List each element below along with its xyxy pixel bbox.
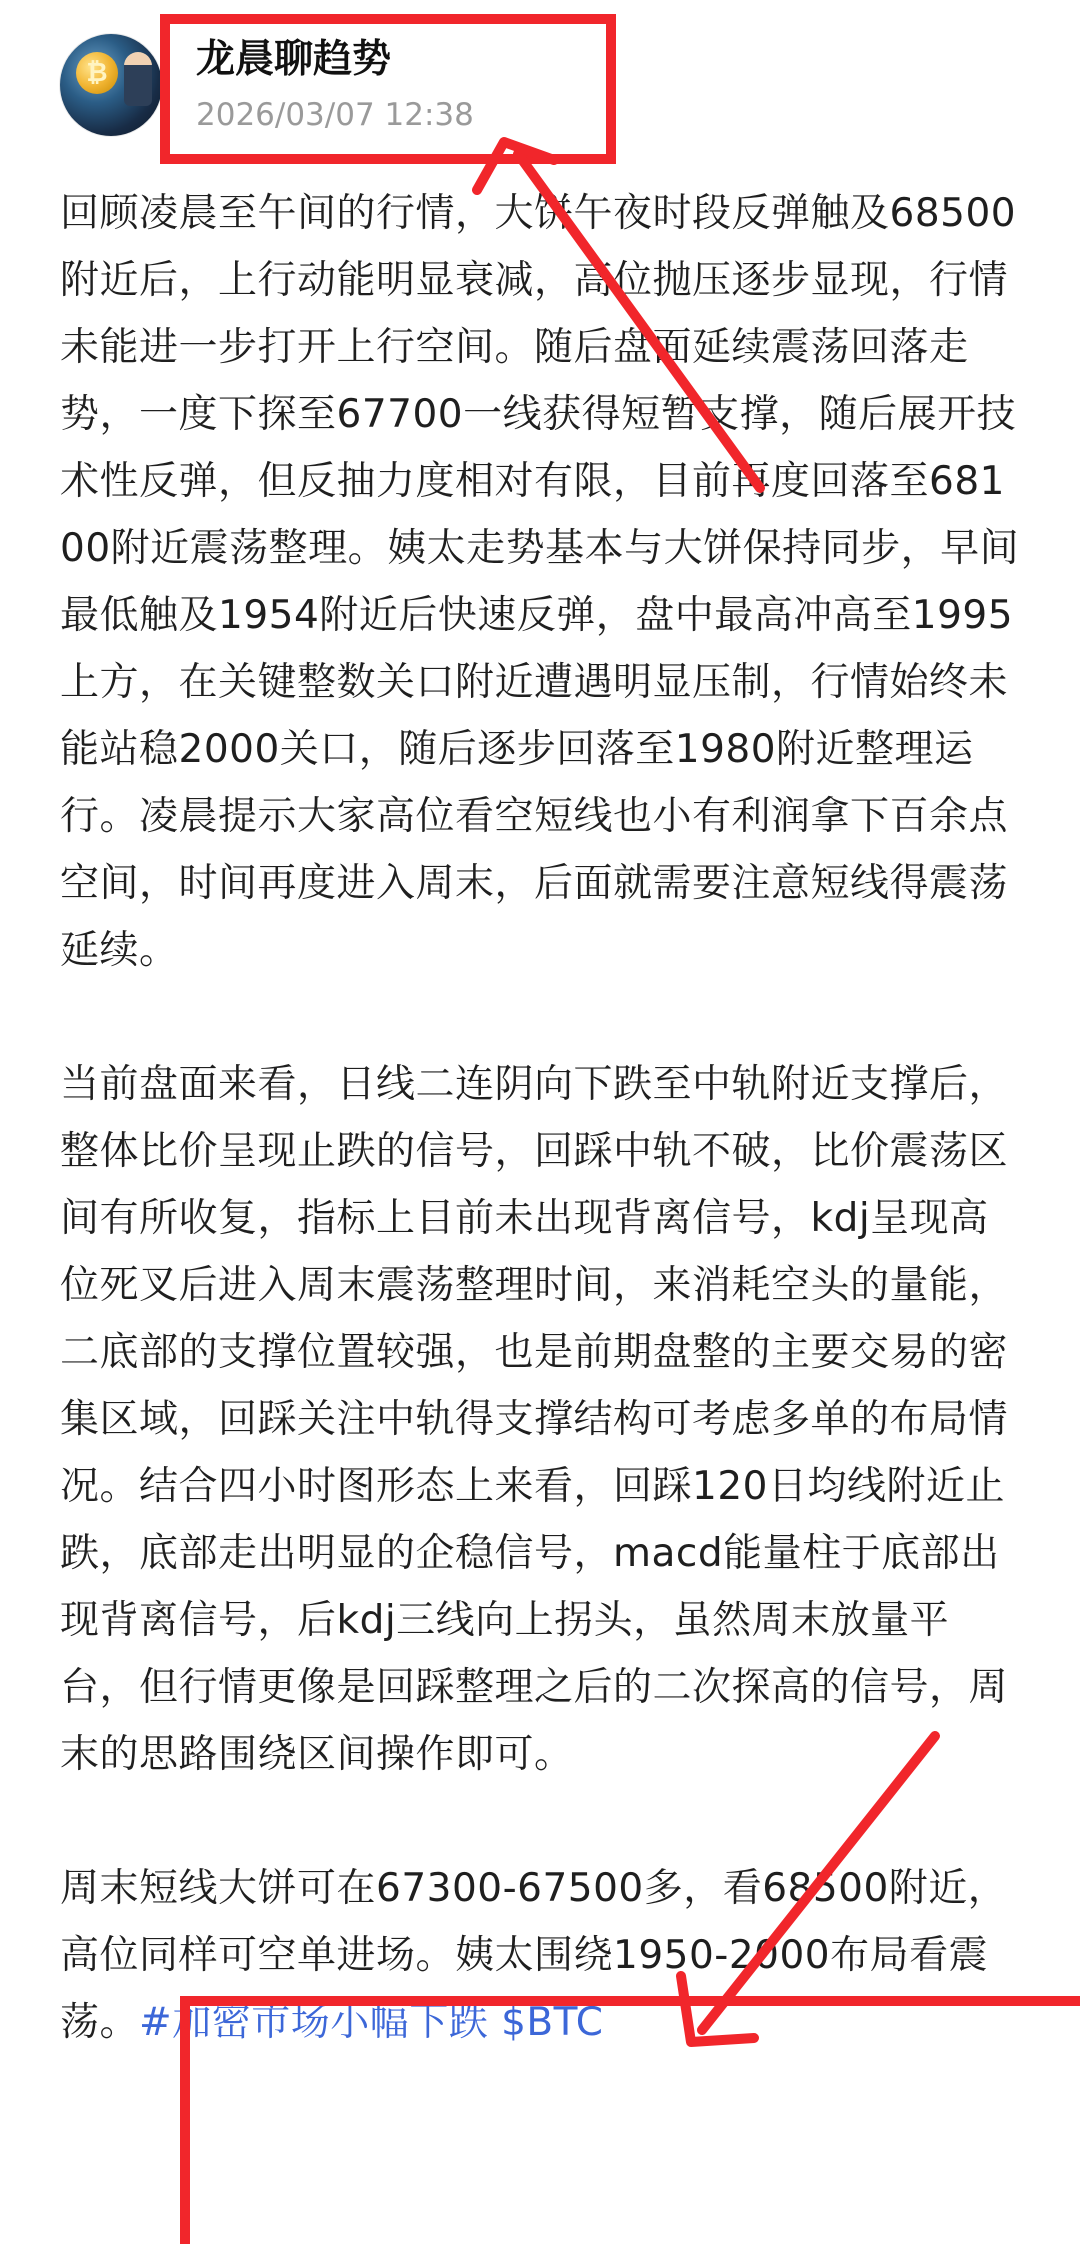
avatar-icon[interactable]	[60, 34, 162, 136]
post-header	[0, 0, 1080, 170]
post-paragraph-3-text: 周末短线大饼可在67300-67500多，看68500附近，高位同样可空单进场。姨太围绕1950-2000布局看震荡。	[60, 1866, 1008, 2045]
post-content	[60, 180, 1020, 2056]
hashtag-links[interactable]: #加密市场小幅下跌 $BTC	[139, 2000, 604, 2045]
post-paragraph-3	[60, 1855, 1020, 2056]
post-timestamp: 2026/03/07 12:38	[196, 97, 474, 133]
bitcoin-icon: ₿	[76, 52, 118, 94]
person-icon	[124, 52, 152, 106]
post-paragraph-2: 当前盘面来看，日线二连阴向下跌至中轨附近支撑后，整体比价呈现止跌的信号，回踩中轨不破，比价震荡区间有所收复，指标上目前未出现背离信号，kdj呈现高位死叉后进入周末震荡整理时间，来消耗空头的量能，二底部的支撑位置较强，也是前期盘整的主要交易的密集区域，回踩关注中轨得支撑结构可考虑多单的布局情况。结合四小时图形态上来看，回踩120日均线附近止跌，底部走出明显的企稳信号，macd能量柱于底部出现背离信号，后kdj三线向上拐头，虽然周末放量平台，但行情更像是回踩整理之后的二次探高的信号，周末的思路围绕区间操作即可。	[60, 1062, 1009, 1777]
author-name[interactable]: 龙晨聊趋势	[196, 37, 392, 82]
post-paragraph-1: 回顾凌晨至午间的行情，大饼午夜时段反弹触及68500附近后，上行动能明显衰减，高位抛压逐步显现，行情未能进一步打开上行空间。随后盘面延续震荡回落走势，一度下探至67700一线获得短暂支撑，随后展开技术性反弹，但反抽力度相对有限，目前再度回落至68100附近震荡整理。姨太走势基本与大饼保持同步，早间最低触及1954附近后快速反弹，盘中最高冲高至1995上方，在关键整数关口附近遭遇明显压制，行情始终未能站稳2000关口，随后逐步回落至1980附近整理运行。凌晨提示大家高位看空短线也小有利润拿下百余点空间，时间再度进入周末，后面就需要注意短线得震荡延续。	[60, 191, 1020, 973]
